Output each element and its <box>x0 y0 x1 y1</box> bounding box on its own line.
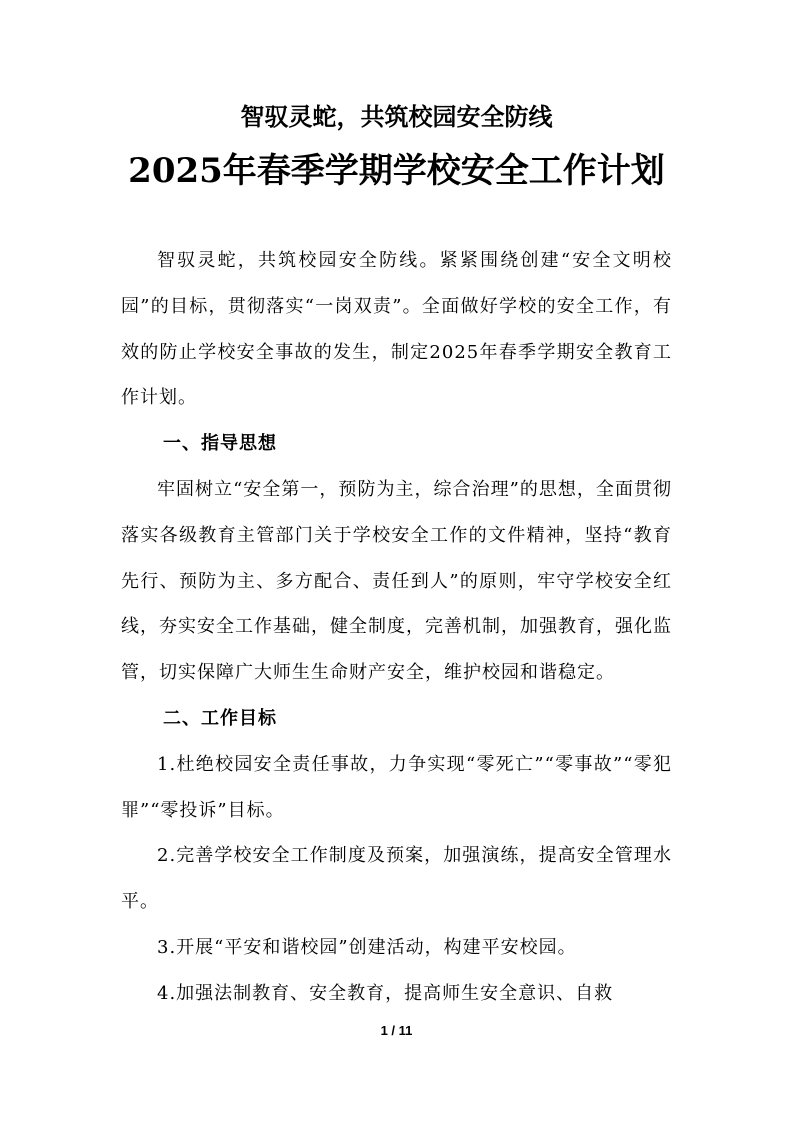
page-number: 1 / 11 <box>380 1023 413 1038</box>
section-heading-work-goals: 二、工作目标 <box>163 707 277 729</box>
document-title: 2025年春季学期学校安全工作计划 <box>128 151 665 191</box>
goal-item-1: 1.杜绝校园安全责任事故，力争实现“零死亡”“零事故”“零犯罪”“零投诉”目标。 <box>121 753 672 821</box>
goal-item-3: 3.开展“平安和谐校园”创建活动，构建平安校园。 <box>157 936 577 958</box>
document-body <box>121 238 672 1017</box>
document-subtitle: 智驭灵蛇，共筑校园安全防线 <box>240 102 553 131</box>
goal-item-4: 4.加强法制教育、安全教育，提高师生安全意识、自救 <box>157 982 614 1004</box>
section-heading-guiding-ideology: 一、指导思想 <box>163 433 277 455</box>
guiding-ideology-paragraph: 牢固树立“安全第一，预防为主，综合治理”的思想，全面贯彻落实各级教育主管部门关于学校安全工作的文件精神，坚持“教育先行、预防为主、多方配合、责任到人”的原则，牢守学校安全红线，夯实安全工作基础，健全制度，完善机制，加强教育，强化监管，切实保障广大师生生命财产安全，维护校园和谐稳定。 <box>121 478 672 684</box>
intro-paragraph: 智驭灵蛇，共筑校园安全防线。紧紧围绕创建“安全文明校园”的目标，贯彻落实“一岗双责”。全面做好学校的安全工作，有效的防止学校安全事故的发生，制定2025年春季学期安全教育工作计划。 <box>121 250 672 409</box>
goal-item-2: 2.完善学校安全工作制度及预案，加强演练，提高安全管理水平。 <box>121 845 672 913</box>
